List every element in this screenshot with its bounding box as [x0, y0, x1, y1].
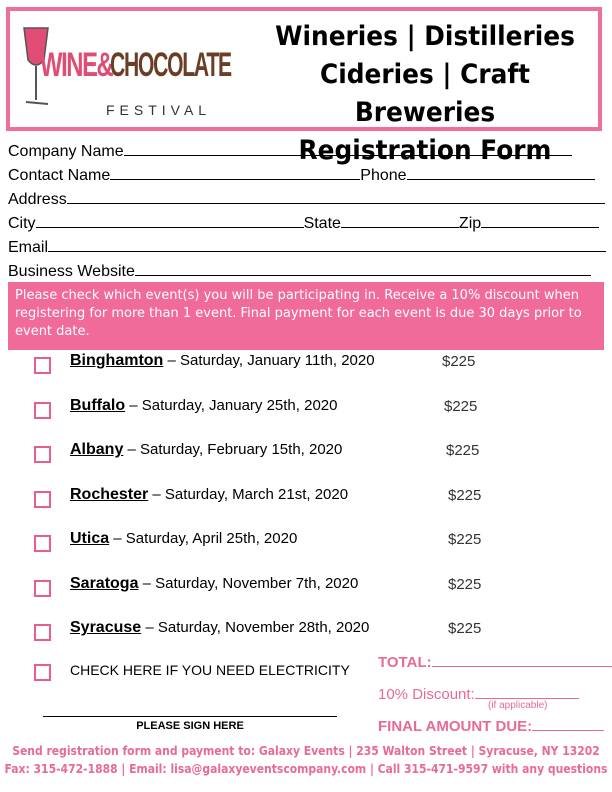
email-field[interactable]: Email: [8, 237, 606, 257]
footer-send-to: Send registration form and payment to: Galaxy Events | 235 Walton Street | Syracuse, NY 13202: [12, 744, 600, 758]
event-row: [70, 397, 337, 415]
event-checkbox[interactable]: [34, 491, 51, 508]
event-city: Binghamton: [70, 352, 164, 369]
company-name-field[interactable]: Company Name: [8, 141, 572, 161]
event-date: – Saturday, February 15th, 2020: [123, 441, 343, 458]
if-applicable-note: (if applicable): [488, 700, 548, 711]
event-checkbox[interactable]: [34, 624, 51, 641]
event-row: [70, 352, 375, 370]
event-city: Albany: [70, 441, 124, 458]
event-row: [70, 575, 358, 593]
event-price: $225: [448, 531, 482, 548]
electricity-checkbox[interactable]: [34, 664, 51, 681]
event-checkbox[interactable]: [34, 446, 51, 463]
event-row: [70, 486, 348, 504]
event-price: $225: [442, 353, 476, 370]
event-date: – Saturday, April 25th, 2020: [109, 530, 298, 547]
event-city: Saratoga: [70, 574, 139, 592]
total-field[interactable]: TOTAL:: [378, 652, 612, 671]
footer-contact: Fax: 315-472-1888 | Email: lisa@galaxyeventscompany.com | Call 315-471-9597 with any questions: [4, 762, 608, 776]
event-checkbox[interactable]: [34, 402, 51, 419]
discount-field[interactable]: 10% Discount:: [378, 684, 579, 703]
event-price: $225: [448, 620, 482, 637]
event-city: Rochester: [70, 485, 149, 503]
event-price: $225: [444, 397, 478, 415]
discount-notice: Please check which event(s) you will be participating in. Receive a 10% discount when registering for more than 1 event. Final payment for each event is due 30 days prior to event date.: [8, 282, 604, 350]
festival-logo: WINE& CHOCOLATE FESTIVAL: [18, 20, 248, 120]
event-city: Buffalo: [70, 396, 126, 414]
event-date: – Saturday, March 21st, 2020: [148, 485, 349, 503]
final-amount-field[interactable]: FINAL AMOUNT DUE:: [378, 716, 604, 735]
city-state-zip-field[interactable]: City State Zip: [8, 213, 599, 233]
event-checkbox[interactable]: [34, 535, 51, 552]
form-title: Wineries | Distilleries Cideries | Craft Breweries Registration Form: [275, 21, 575, 166]
event-checkbox[interactable]: [34, 357, 51, 374]
event-row: [70, 619, 369, 637]
event-date: – Saturday, November 7th, 2020: [138, 574, 359, 592]
event-date: – Saturday, January 25th, 2020: [125, 396, 338, 414]
event-checkbox[interactable]: [34, 580, 51, 597]
event-city: Syracuse: [70, 619, 142, 636]
website-field[interactable]: Business Website: [8, 261, 591, 281]
contact-phone-field[interactable]: Contact Name Phone: [8, 165, 595, 185]
event-date: – Saturday, November 28th, 2020: [141, 619, 370, 636]
signature-line[interactable]: [43, 716, 337, 717]
event-price: $225: [446, 442, 480, 459]
event-row: [70, 441, 342, 459]
event-price: $225: [448, 575, 482, 593]
event-date: – Saturday, January 11th, 2020: [163, 352, 375, 369]
event-price: $225: [448, 486, 482, 504]
address-field[interactable]: Address: [8, 189, 605, 209]
event-row: [70, 530, 297, 548]
electricity-label: CHECK HERE IF YOU NEED ELECTRICITY: [70, 662, 350, 678]
sign-label: PLEASE SIGN HERE: [136, 720, 244, 732]
event-city: Utica: [70, 530, 110, 547]
